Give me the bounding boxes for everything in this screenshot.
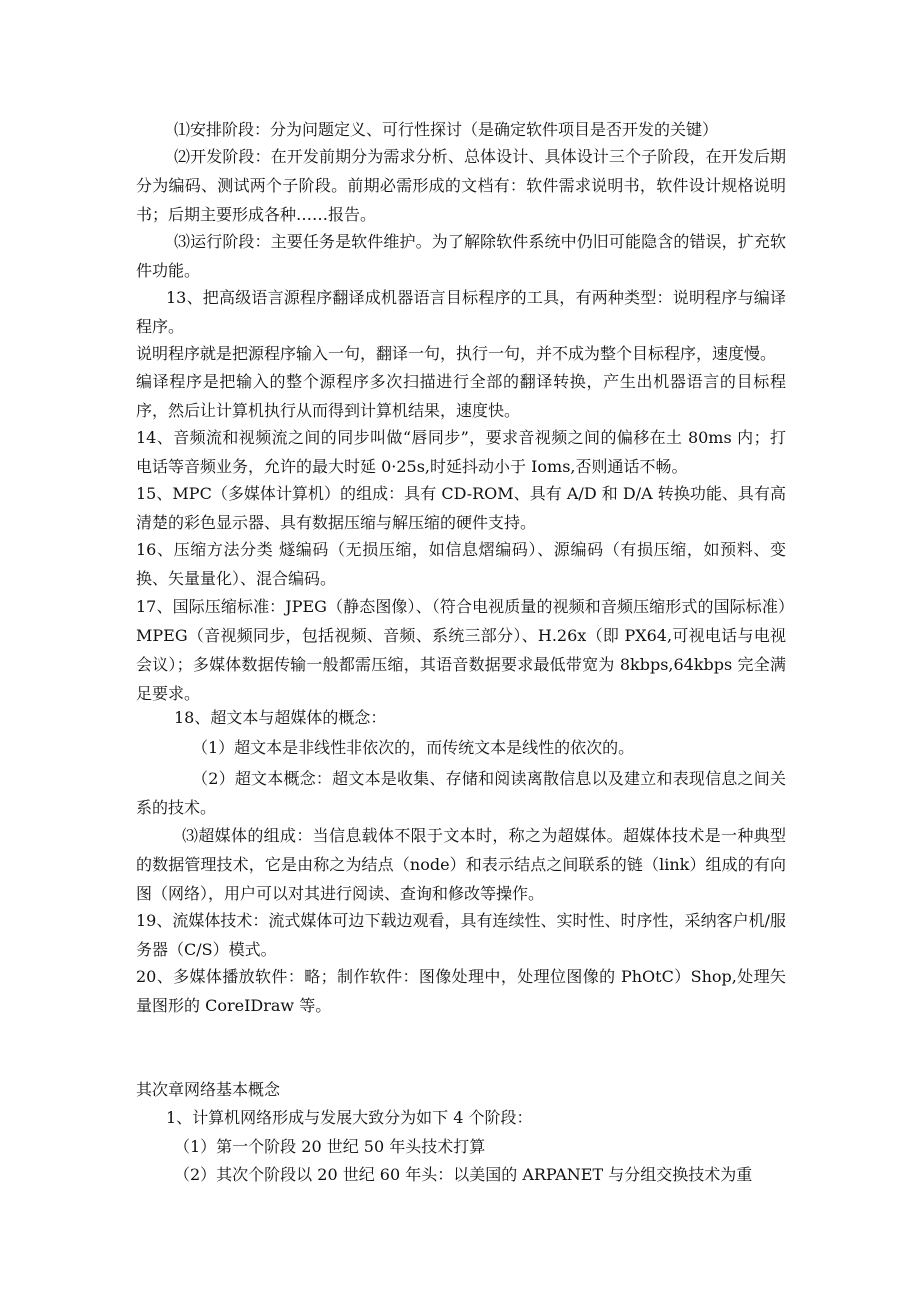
- paragraph-compiler: 编译程序是把输入的整个源程序多次扫描进行全部的翻译转换，产生出机器语言的目标程序，然后让计算机执行从而得到计算机结果，速度快。: [136, 372, 786, 420]
- paragraph-item-13: 13、把高级语言源程序翻译成机器语言目标程序的工具，有两种类型：说明程序与编译程序。: [136, 288, 786, 336]
- paragraph-item-18-2: （2）超文本概念：超文本是收集、存储和阅读离散信息以及建立和表现信息之间关系的技术。: [136, 769, 786, 817]
- paragraph-item-17: 17、国际压缩标准：JPEG（静态图像）、（符合电视质量的视频和音频压缩形式的国际标准）MPEG（音视频同步，包括视频、音频、系统三部分）、H.26x（即 PX64,可视电话与电视会议）；多媒体数据传输一般都需压缩，其语音数据要求最低带宽为 8kbps,64kbps 完全满足要求。: [136, 597, 786, 703]
- paragraph-item-16: 16、压缩方法分类 燧编码（无损压缩，如信息熠编码）、源编码（有损压缩，如预料、变换、矢量量化）、混合编码。: [136, 540, 786, 588]
- chapter-title: 其次章网络基本概念: [136, 1080, 281, 1099]
- paragraph-phase-develop: ⑵开发阶段：在开发前期分为需求分析、总体设计、具体设计三个子阶段，在开发后期分为编码、测试两个子阶段。前期必需形成的文档有：软件需求说明书，软件设计规格说明书；后期主要形成各种……报告。: [136, 147, 786, 224]
- paragraph-item-18-1: （1）超文本是非线性非依次的，而传统文本是线性的依次的。: [192, 738, 635, 757]
- paragraph-phase-plan: ⑴安排阶段：分为问题定义、可行性探讨（是确定软件项目是否开发的关键）: [174, 120, 719, 139]
- paragraph-network-1: 1、计算机网络形成与发展大致分为如下 4 个阶段：: [166, 1108, 533, 1127]
- paragraph-item-18-3: ⑶超媒体的组成：当信息载体不限于文本时，称之为超媒体。超媒体技术是一种典型的数据管理技术，它是由称之为结点（node）和表示结点之间联系的链（link）组成的有向图（网络），用户可以对其进行阅读、查询和修改等操作。: [136, 826, 786, 903]
- paragraph-phase-run: ⑶运行阶段：主要任务是软件维护。为了解除软件系统中仍旧可能隐含的错误，扩充软件功能。: [136, 232, 786, 280]
- paragraph-network-1-1: （1）第一个阶段 20 世纪 50 年头技术打算: [174, 1137, 486, 1156]
- paragraph-network-1-2: （2）其次个阶段以 20 世纪 60 年头：以美国的 ARPANET 与分组交换技术为重: [174, 1165, 753, 1184]
- paragraph-item-19: 19、流媒体技术：流式媒体可边下载边观看，具有连续性、实时性、时序性，采纳客户机/服务器（C/S）模式。: [136, 911, 786, 959]
- paragraph-item-20: 20、多媒体播放软件：略；制作软件：图像处理中，处理位图像的 PhOtC）Shop,处理矢量图形的 CoreIDraw 等。: [136, 967, 786, 1015]
- paragraph-item-18: 18、超文本与超媒体的概念：: [174, 708, 387, 727]
- paragraph-item-14: 14、音频流和视频流之间的同步叫做“唇同步”，要求音视频之间的偏移在土 80ms 内；打电话等音频业务，允许的最大时延 0·25s,时延抖动小于 Ioms,否则通话不畅。: [136, 428, 786, 476]
- paragraph-interpreter: 说明程序就是把源程序输入一句，翻译一句，执行一句，并不成为整个目标程序，速度慢。: [136, 344, 777, 363]
- paragraph-item-15: 15、MPC（多媒体计算机）的组成：具有 CD-ROM、具有 A/D 和 D/A 转换功能、具有高清楚的彩色显示器、具有数据压缩与解压缩的硬件支持。: [136, 484, 786, 532]
